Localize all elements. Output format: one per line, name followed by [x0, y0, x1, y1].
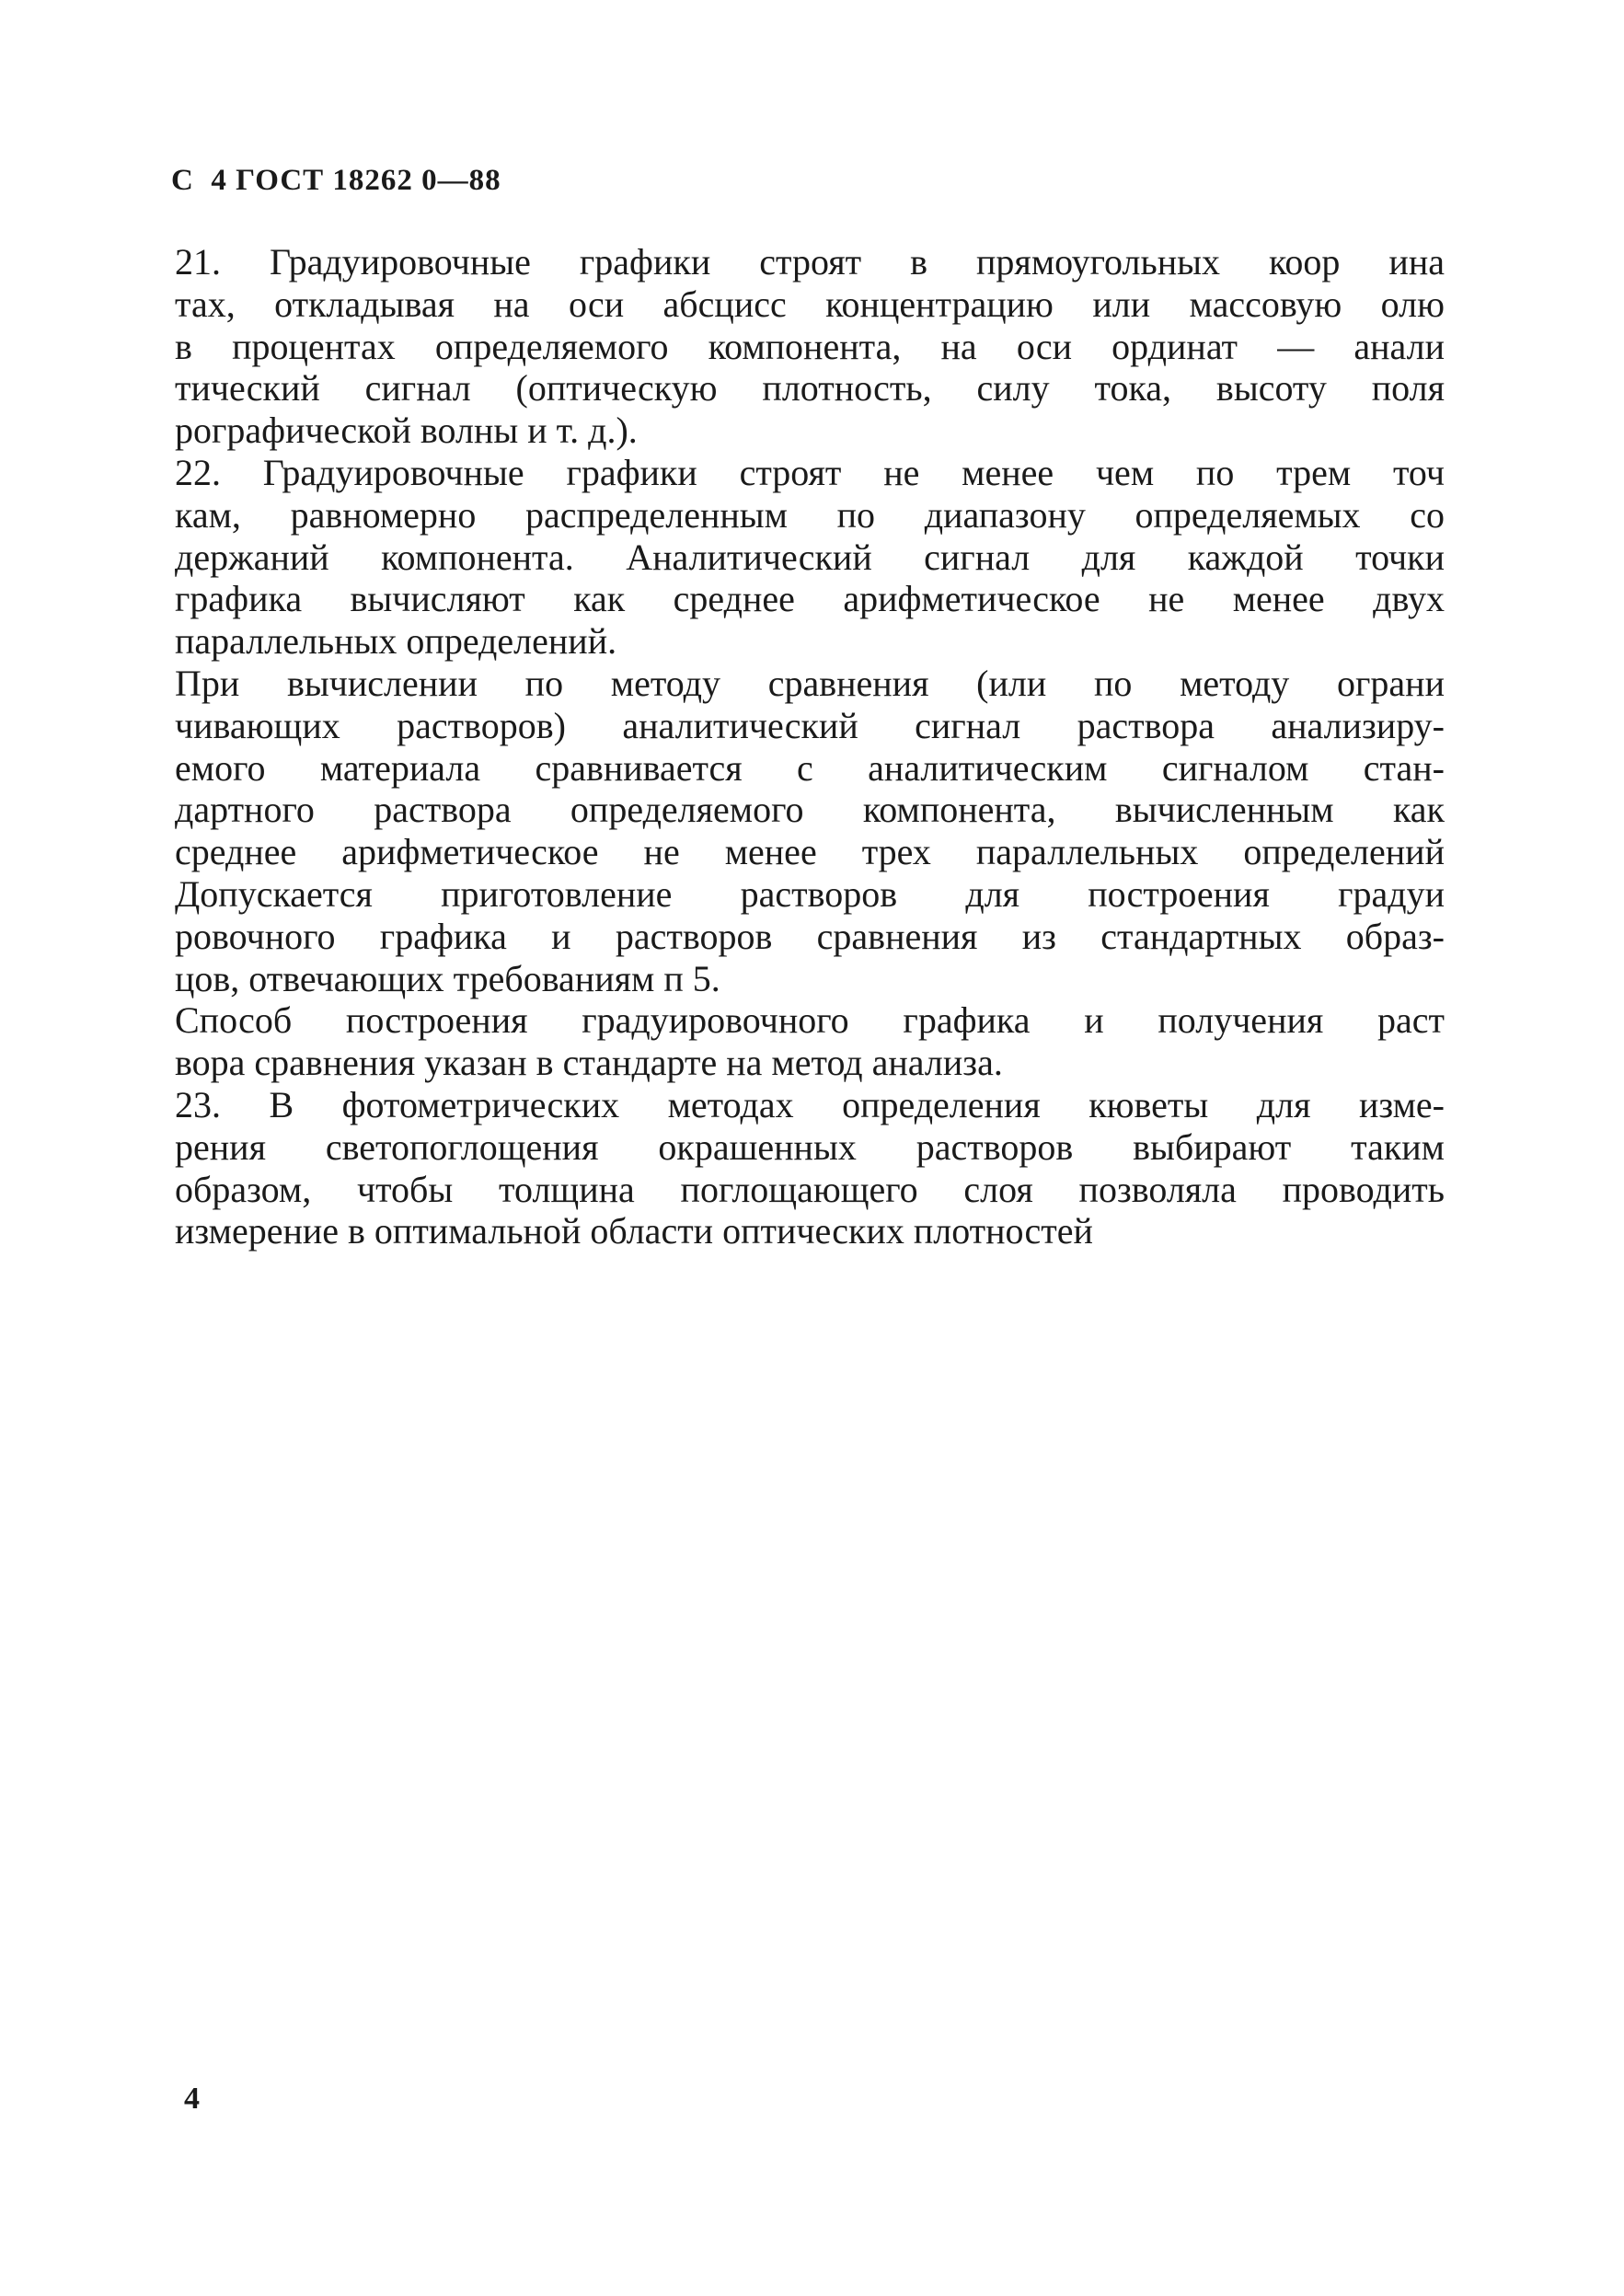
text-line: дартного раствора определяемого компонента, вычисленным как: [175, 789, 1445, 831]
text-line: При вычислении по методу сравнения (или по методу ограни: [175, 662, 1445, 704]
text-line: ровочного графика и растворов сравнения из стандартных образ-: [175, 915, 1445, 957]
text-line: рографической волны и т. д.).: [175, 410, 638, 452]
text-line: тах, откладывая на оси абсцисс концентрацию или массовую олю: [175, 283, 1445, 325]
text-line: графика вычисляют как среднее арифметическое не менее двух: [175, 578, 1445, 620]
text-line: среднее арифметическое не менее трех параллельных определений: [175, 831, 1445, 873]
text-line: чивающих растворов) аналитический сигнал раствора анализиру-: [175, 704, 1445, 746]
text-line: держаний компонента. Аналитический сигнал для каждой точки: [175, 536, 1445, 578]
page-number: 4: [184, 2082, 200, 2116]
text-line: образом, чтобы толщина поглощающего слоя позволяла проводить: [175, 1168, 1445, 1210]
text-line: цов, отвечающих требованиям п 5.: [175, 957, 720, 999]
text-line: измерение в оптимальной области оптических плотностей: [175, 1210, 1093, 1252]
text-line: 22. Градуировочные графики строят не менее чем по трем точ: [175, 451, 1445, 493]
text-line: емого материала сравнивается с аналитическим сигналом стан-: [175, 746, 1445, 789]
text-line: в процентах определяемого компонента, на оси ординат — анали: [175, 325, 1445, 367]
text-line: рения светопоглощения окрашенных растворов выбирают таким: [175, 1125, 1445, 1168]
text-line: параллельных определений.: [175, 620, 617, 663]
text-line: Способ построения градуировочного графика и получения раст: [175, 999, 1445, 1042]
text-line: Допускается приготовление растворов для построения градуи: [175, 872, 1445, 915]
text-line: 21. Градуировочные графики строят в прямоугольных коор ина: [175, 241, 1445, 283]
text-line: тический сигнал (оптическую плотность, силу тока, высоту поля: [175, 367, 1445, 410]
text-line: вора сравнения указан в стандарте на метод анализа.: [175, 1042, 1003, 1084]
text-line: 23. В фотометрических методах определения кюветы для изме-: [175, 1083, 1445, 1125]
text-line: кам, равномерно распределенным по диапазону определяемых со: [175, 493, 1445, 536]
document-body: [175, 241, 1445, 1252]
page-header: С 4 ГОСТ 18262 0—88: [171, 164, 501, 197]
